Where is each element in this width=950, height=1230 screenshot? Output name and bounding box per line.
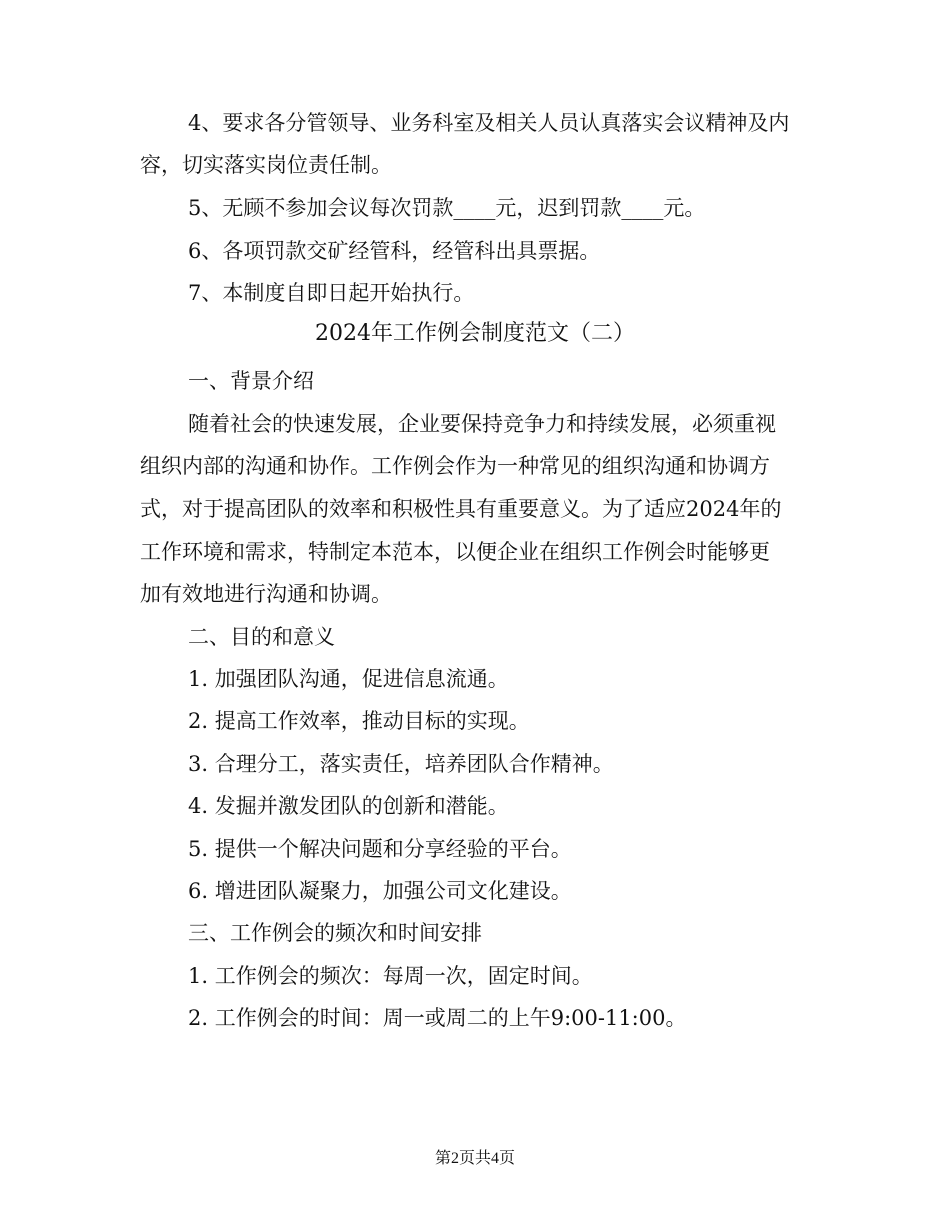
clause-7: 7、本制度自即日起开始执行。	[188, 281, 475, 305]
section-1-para-line: 组织内部的沟通和协作。工作例会作为一种常见的组织沟通和协调方	[140, 454, 770, 478]
section-1-heading: 一、背景介绍	[188, 369, 314, 393]
section-1-para-line: 工作环境和需求，特制定本范本，以便企业在组织工作例会时能够更	[140, 540, 770, 564]
section-2-item: 5. 提供一个解决问题和分享经验的平台。	[188, 837, 572, 861]
clause-4-line-2: 容，切实落实岗位责任制。	[140, 153, 392, 177]
section-1-para-line: 加有效地进行沟通和协调。	[140, 582, 392, 606]
section-2-item: 6. 增进团队凝聚力，加强公司文化建设。	[188, 879, 572, 903]
section-2-item: 1. 加强团队沟通，促进信息流通。	[188, 667, 509, 691]
section-2-heading: 二、目的和意义	[188, 625, 335, 649]
section-3-item: 2. 工作例会的时间：周一或周二的上午9:00-11:00。	[188, 1006, 687, 1030]
section-1-para-line: 随着社会的快速发展，企业要保持竞争力和持续发展，必须重视	[188, 412, 776, 436]
section-1-para-line: 式，对于提高团队的效率和积极性具有重要意义。为了适应2024年的	[140, 497, 782, 521]
clause-6: 6、各项罚款交矿经管科，经管科出具票据。	[188, 239, 601, 263]
section-3-heading: 三、工作例会的频次和时间安排	[188, 921, 482, 945]
page-number-footer: 第2页共4页	[434, 1150, 515, 1167]
clause-4-line-1: 4、要求各分管领导、业务科室及相关人员认真落实会议精神及内	[188, 111, 790, 135]
section-2-item: 2. 提高工作效率，推动目标的实现。	[188, 709, 530, 733]
section-3-item: 1. 工作例会的频次：每周一次，固定时间。	[188, 964, 593, 988]
section-2-item: 3. 合理分工，落实责任，培养团队合作精神。	[188, 752, 614, 776]
section-2-item: 4. 发掘并激发团队的创新和潜能。	[188, 794, 509, 818]
clause-5: 5、无顾不参加会议每次罚款____元，迟到罚款____元。	[188, 196, 706, 220]
document-title: 2024年工作例会制度范文（二）	[315, 321, 635, 346]
